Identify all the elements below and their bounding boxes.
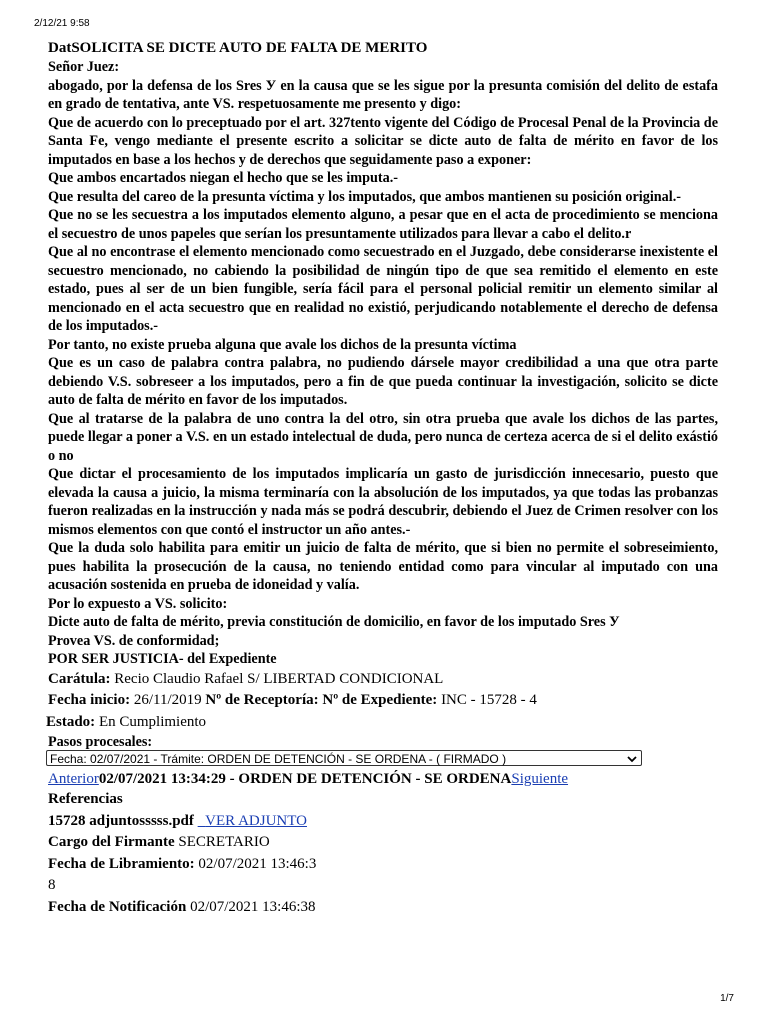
estado-label: Estado: — [46, 713, 96, 730]
paragraph: Que dictar el procesamiento de los imputados implicaría un gasto de jurisdicción innecesario, puesto que elevada la causa a juicio, la misma terminaría con la absolución de los imputados, ya que todas las probanzas fueron realizadas en la instrucción y nada más se podrá descubrir, debiendo el Juez de Crimen resolver con los mismos elementos con que contó el instructor un año antes.- — [48, 466, 718, 538]
referencias-heading: Referencias — [48, 791, 123, 807]
siguiente-link[interactable]: Siguiente — [511, 771, 569, 787]
paragraph: Por lo expuesto a VS. solicito: — [48, 595, 228, 612]
paragraph: Dicte auto de falta de mérito, previa constitución de domicilio, en favor de los imputado Sres У — [48, 614, 620, 630]
greeting: Señor Juez: — [48, 59, 120, 75]
chevron-down-icon — [627, 751, 637, 767]
paragraph: POR SER JUSTICIA- del Expediente — [48, 651, 277, 667]
paragraph: Que es un caso de palabra contra palabra, no pudiendo dársele mayor credibilidad a una que otra parte debiendo V.S. sobreseer a los imputados, pero a fin de que pueda continuar la investigación, solicito se dicte auto de falta de mérito en favor de los imputados. — [48, 355, 718, 408]
step-navigation — [48, 769, 718, 789]
paragraph: Que resulta del careo de la presunta víctima y los imputados, que ambos mantienen su posición original.- — [48, 188, 681, 205]
fecha-inicio-row — [48, 690, 718, 712]
print-date: 2/12/21 9:58 — [34, 18, 90, 29]
paragraph: abogado, por la defensa de los Sres У en la causa que se les sigue por la presunta comisión del delito de estafa en grado de tentativa, ante VS. respetuosamente me presento y digo: — [48, 77, 718, 112]
paragraph: Que de acuerdo con lo preceptuado por el art. 327tento vigente del Código de Procesal Penal de la Provincia de Santa Fe, vengo mediante el presente escrito a solicitar se dicte auto de falta de mérito en favor de los imputados en base a los hechos y de derechos que seguidamente paso a exponer: — [48, 114, 718, 168]
ver-adjunto-link[interactable]: VER ADJUNTO — [205, 812, 307, 829]
cargo-value: SECRETARIO — [178, 834, 270, 850]
pasos-procesales-select[interactable] — [46, 750, 642, 766]
expediente-label: Nº de Expediente: — [322, 692, 438, 708]
libramiento-value: 02/07/2021 13:46:3 — [198, 855, 317, 872]
libramiento-wrap: 8 — [48, 877, 56, 893]
caratula-row — [48, 669, 718, 691]
notificacion-value: 02/07/2021 13:46:38 — [190, 898, 316, 915]
paragraph: Por tanto, no existe prueba alguna que avale los dichos de la presunta víctima — [48, 336, 517, 353]
paragraph: Que al tratarse de la palabra de uno contra la del otro, sin otra prueba que avale los dichos de las partes, puede llegar a poner a V.S. en un estado intelectual de duda, pero nunca de certeza acerca de si el delito exástió o no — [48, 410, 718, 464]
anterior-link[interactable]: Anterior — [48, 771, 99, 787]
document-title: DatSOLICITA SE DICTE AUTO DE FALTA DE MERITO — [48, 40, 428, 56]
notificacion-label: Fecha de Notificación — [48, 898, 187, 915]
libramiento-row — [48, 854, 718, 876]
adjunto-filename: 15728 adjuntosssss.pdf — [48, 812, 194, 829]
caratula-value: Recio Claudio Rafael S/ LIBERTAD CONDICIONAL — [114, 670, 444, 687]
fecha-inicio-label: Fecha inicio: — [48, 692, 131, 708]
pasos-selected-value: Fecha: 02/07/2021 - Trámite: ORDEN DE DETENCIÓN - SE ORDENA - ( FIRMADO ) — [50, 752, 507, 766]
document-body — [48, 39, 718, 918]
notificacion-row — [48, 897, 718, 919]
paragraph: Que la duda solo habilita para emitir un juicio de falta de mérito, que si bien no permite el sobreseimiento, pues habilita la prosecución de la causa, no teniendo entidad como para vincular al imputado con una acusación sostenida en prueba de idoneidad y valía. — [48, 540, 718, 593]
estado-value: En Cumplimiento — [98, 713, 207, 730]
page-number: 1/7 — [720, 993, 734, 1004]
receptoria-label: Nº de Receptoría: — [205, 692, 319, 708]
libramiento-label: Fecha de Libramiento: — [48, 855, 195, 872]
paragraph: Que ambos encartados niegan el hecho que se les imputa.- — [48, 170, 398, 186]
estado-row — [46, 712, 718, 734]
cargo-row — [48, 832, 718, 854]
caratula-label: Carátula: — [48, 670, 111, 687]
adjunto-row — [48, 811, 718, 833]
expediente-value: INC - 15728 - 4 — [441, 692, 537, 708]
cargo-label: Cargo del Firmante — [48, 834, 175, 850]
fecha-inicio-value: 26/11/2019 — [133, 692, 202, 708]
paragraph: Que al no encontrase el elemento mencionado como secuestrado en el Juzgado, debe considerarse inexistente el secuestro mencionado, no cabiendo la posibilidad de ningún tipo de que sea remitido el elemento en este estado, pues al ser de un bien fungible, sería fácil para el personal policial remitir un elemento similar al mencionado en el acta secuestro que en realidad no existió, perjudicando notablemente el derecho de defensa de los imputados.- — [48, 244, 718, 334]
current-step: 02/07/2021 13:34:29 - ORDEN DE DETENCIÓN - SE ORDENA — [98, 771, 512, 787]
paragraph: Provea VS. de conformidad; — [48, 632, 220, 649]
pasos-procesales-label: Pasos procesales: — [48, 734, 153, 750]
paragraph: Que no se les secuestra a los imputados elemento alguno, a pesar que en el acta de procedimiento se menciona el secuestro de unos papeles que serían los presuntamente utilizados para llevar a cabo el delito.r — [48, 207, 718, 242]
